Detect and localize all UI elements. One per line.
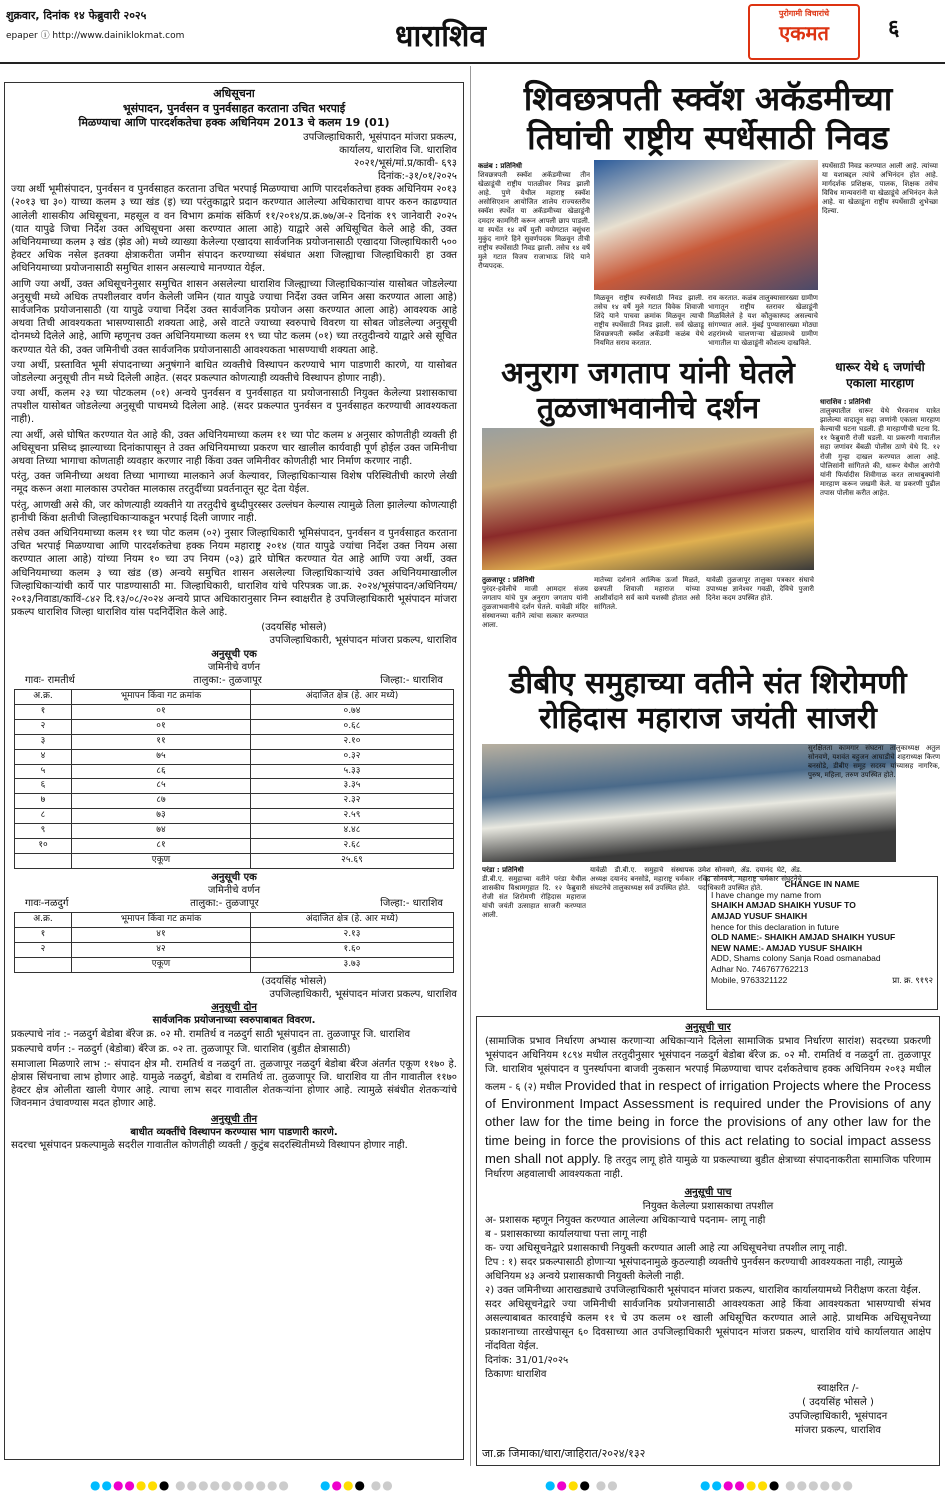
schedule-subheading: बाधीत व्यक्तींचे विस्थापन करण्यास भाग पाडणारी कारणे. <box>130 1126 338 1138</box>
ad-line: I have change my name from <box>711 889 822 900</box>
displacement-note: सदरचा भूसंपादन प्रकल्पामुळे सदरील गावातील कोणतीही व्यक्ती / कुटुंब सदरस्थितीमध्ये विस्थापन होणार नाही. <box>11 1140 408 1152</box>
ad-line: Mobile, 9763321122 <box>711 974 788 985</box>
schedule-heading: अनुसूची एक <box>211 648 257 660</box>
schedule-heading: अनुसूची तीन <box>210 1113 258 1125</box>
project-benefit: समाजाला मिळणारे लाभ :- संपादन क्षेत्र मौ. रामतिर्थ व नळदुर्ग ता. तुळजापूर नळदुर्ग बेडोबा बॅरेज अंतर्गत एकूण ११७० हे. क्षेत्रास सिंचनाचा लाभ होणार आहे. यामुळे नळदुर्ग, बेडोबा व रामतिर्थ ता. तुळजापूर जि. धाराशिव या तीन गावातील ११७० हेक्टर क्षेत्र ओलीता खाली येणार आहे. त्याचा लाभ सदर गावातील शेतकऱ्यांना होणार आहे. त्यामुळे संबंधीत शेतकऱ्यांचे जिवनमान उंचावण्यास मदत होणार आहे. <box>11 1058 457 1110</box>
office-line: उपजिल्हाधिकारी, भूसंपादन मांजरा प्रकल्प, <box>303 131 457 143</box>
table-cell: ७ <box>15 794 72 809</box>
edition-name: धाराशिव <box>395 19 487 54</box>
taluka: तालुका:- तुळजापूर <box>190 898 259 910</box>
release-number: जा.क्र जिमाका/धारा/जाहिरात/२०२४/१३२ <box>482 1447 646 1460</box>
total-value: २५.६९ <box>250 853 453 868</box>
schedule-four-five-notice <box>476 1016 940 1466</box>
paragraph: आणि ज्या अर्थी, उक्त अधिसूचनेनुसार समुचित शासन असलेल्या धाराशिव जिल्ह्याच्या जिल्हाधिकाऱ्यांस यासोबत जोडलेल्या अनुसूची मध्ये अधिक तपशीलवार वर्णन केलेली जमिन (यात यापुढे ज्याचा निर्देश उक्त जमिन असा करण्यात आला आहे) सार्वजनिक प्रयोजनासाठी (या यापुढे ज्याचा निर्देश उक्त सार्वजनिक प्रयोजन असा करण्यात आला आहे) आवश्यक आहे अथवा तिची आवश्यकता भासण्यासाठी शक्यता आहे, असे वाटते ज्याच्या स्वरुपाचे विवरण या सोबत जोडलेल्या अनुसूची दोनमध्ये दिलेले आहे, आणि म्हणूनच उक्त अधिनियमाच्या कलम १९ च्या पोट कलम (०१) च्या तरतुदीन्वये याद्वारे असे सूचित करण्यात येते की, उक्त जमिनीची उक्त सार्वजनिक प्रयोजनासाठी आवश्यकता भासण्याची शक्यता आहे. <box>11 278 457 356</box>
village-row <box>11 897 457 910</box>
table-cell: १ <box>15 705 72 720</box>
total-value: ३.७३ <box>250 957 453 972</box>
paragraph: ज्या अर्थी, प्रस्तावित भूमी संपादनाच्या अनुषंगाने बाधित व्यक्तीचे विस्थापन करण्याचे भाग पाडणारी कारणे, या यासोबत जोडलेल्या अनुसूची तीन मध्ये दिलेली आहेत. (सदर प्रकल्पात कोणत्याही व्यक्तीचे विस्थापन होणार नाही). <box>11 359 457 384</box>
village: गावः-नळदुर्ग <box>25 898 69 910</box>
note: २) उक्त जमिनीच्या आराखड्याचे उपजिल्हाधिकारी भूसंपादन मांजरा प्रकल्प, धाराशिव कार्यालयामध्ये निरीक्षण करता येईल. <box>485 1284 922 1296</box>
headline-tuljabhavani[interactable]: अनुराग जगताप यांनी घेतले तुळजाभवानीचे दर्शन <box>501 356 795 427</box>
ad-line: AMJAD YUSUF SHAIKH <box>711 910 808 921</box>
table-cell: ४१ <box>72 928 251 943</box>
signatory-office: मांजरा प्रकल्प, धाराशिव <box>795 1424 881 1436</box>
col-header: अ.क्र. <box>15 913 72 928</box>
issue-date: शुक्रवार, दिनांक १४ फेब्रुवारी २०२५ <box>6 9 147 22</box>
table-cell: ०.६८ <box>250 719 453 734</box>
table-cell: २ <box>15 943 72 958</box>
table-row <box>15 809 454 824</box>
notice-date: दिनांक: 31/01/२०२५ <box>485 1354 569 1366</box>
notice-subtitle: भूसंपादन, पुनर्वसन व पुनर्वसाहत करताना उचित भरपाई <box>122 101 346 115</box>
print-registration-marks: ●●●●●●● ●●●●●●●●●● <box>90 1478 290 1492</box>
change-in-name-ad <box>706 876 938 1010</box>
logo-name: एकमत <box>779 21 829 45</box>
table-cell: ११ <box>72 734 251 749</box>
col-header: अंदाजित क्षेत्र (हे. आर मध्ये) <box>250 913 453 928</box>
table-cell: ८७ <box>72 794 251 809</box>
land-acquisition-notice <box>4 82 464 1460</box>
table-cell: २.५९ <box>250 809 453 824</box>
story-rohidas-col2: यावेळी डी.बी.ए. समुहाचे संस्थापक अध्यक्ष दयानंद बनसोडे, महाराष्ट्र चर्मकार संघटनेचे तालुकाध्यक्ष सर्व उपस्थित होते. <box>590 866 694 893</box>
table-cell: १० <box>15 838 72 853</box>
table-cell: २ <box>15 719 72 734</box>
page-number: ६ <box>888 16 900 41</box>
newspaper-logo <box>748 4 860 60</box>
notice-place: ठिकाणः धाराशिव <box>485 1368 547 1380</box>
headline-dharur[interactable]: धारूर येथे ६ जणांची एकाला मारहाण <box>835 360 925 390</box>
print-registration-marks: ●●●● ●● <box>320 1478 394 1492</box>
story-temple-col2: मातेच्या दर्शनाने आत्मिक ऊर्जा मिळते, छत्रपती शिवाजी महाराज यांच्या आशीर्वादाने सर्व कामे यशस्वी होतात असे सांगितले. <box>594 576 700 612</box>
story-text: डी.बी.ए. समुहाच्या वतीने परंडा येथील शासकीय विश्रामगृहात दि. १२ फेब्रुवारी रोजी संत शिरोमणी रोहिदास महाराज यांची जयंती उत्साहात साजरी करण्यात आली. <box>482 875 586 920</box>
ad-line: OLD NAME:- SHAIKH AMJAD SHAIKH YUSUF <box>711 932 896 943</box>
story-rohidas-col4: सुरक्षितता कामगार संघटना तालुकाध्यक्ष अतुल सोनवणे, यशवंत बहुजन आघाडीचे शहराध्यक्ष किरण बनसोडे, डीबीए समूह सदस्य यांच्यासह नागरिक, पुरुष, महिला, तरुण उपस्थित होते. <box>808 744 940 780</box>
story-squash-col4: स्पर्धेसाठी निवड करण्यात आली आहे. त्यांच्या या यशाबद्दल त्यांचे अभिनंदन होत आहे. मार्गदर्शक प्रशिक्षक, पालक, शिक्षक तसेच विविध मान्यवरांनी या खेळाडूंचे अभिनंदन केले आहे. या खेळाडूंना राष्ट्रीय स्पर्धेसाठी शुभेच्छा दिल्या. <box>822 162 938 216</box>
table-row <box>15 943 454 958</box>
paragraph: परंतु, आणखी असे की, जर कोणत्याही व्यक्तीने या तरतुदीचे बुध्दीपुरस्सर उल्लंघन केल्यास त्यामुळे तिला झालेल्या कोणत्याही हानीची किंवा क्षतीची जिल्हाधिकाऱ्याकडून भरपाई दिली जाणार नाही. <box>11 499 457 524</box>
col-header: भूमापन किंवा गट क्रमांक <box>72 913 251 928</box>
signatory-title: उपजिल्हाधिकारी, भूसंपादन मांजरा प्रकल्प, धाराशिव <box>269 988 457 1000</box>
squash-players-photo <box>594 160 818 290</box>
paragraph: ज्या अर्थी भूमीसंपादन, पुनर्वसन व पुनर्वसाहत करताना उचित भरपाई मिळण्याचा आणि पारदर्शकतेचा हक्क अधिनियम २०१३ (२०१३ चा ३०) याच्या कलम ३ च्या खंड (इ) च्या परंतुकाद्वारे प्रदान करण्यात आलेल्या अधिकाराचा वापर करुन काढण्यात आलेली शासकीय अधिसूचना, महसूल व वन विभाग क्रमांक संकिर्ण ११/२०१४/प्र.क्र.७७/अ-२ दिनांक १९ जानेवारी २०२५ (यात यापुढे जिचा निर्देश उक्त अधिसूचना असा करण्यात आला आहे) याद्वारे असे अधिसूचित केले आहे की, उक्त अधिनियमाच्या कलम ३ खंड (झेड ओ) मध्ये व्याख्या केलेल्या एखादया सार्वजनिक प्रयोजनासाठी एखादया जिल्हाधिकारी ५०० हेक्टर अधिक नसेल इतक्या क्षेत्राकरीता जमीन संपादन करण्याच्या संबंधात अशा जिल्ह्याचा जिल्हाधिकारी हा उक्त अधिनियमाच्या प्रयोजनासाठी समुचित शासन असल्याचे मानण्यात येईल. <box>11 184 457 275</box>
table-row <box>15 764 454 779</box>
print-registration-marks: ●●●●●●● ●●●●●● <box>700 1478 854 1492</box>
signatory-name: ( उदयसिंह भोसले ) <box>802 1396 874 1408</box>
story-rohidas-col3: उमेश सोनवणे, ॲड. दयानंद घेटे, ॲड. रविंद्र सोनवणे, महाराष्ट्र चर्मकार संघटनेचे पदाधिकारी उपस्थित होते. <box>698 866 802 893</box>
dateline: धाराशिव : प्रतिनिधी <box>820 398 871 406</box>
land-table-1 <box>14 689 454 869</box>
story-text: पुरंदर-हवेलीचे माजी आमदार संजय जगताप यांचे पुत्र अनुराग जगताप यांनी तुळजाभवानीचे दर्शन घेतले. यावेळी मंदिर संस्थानच्या वतीने त्यांचा सत्कार करण्यात आला. <box>482 585 588 630</box>
table-cell: ०.७४ <box>250 705 453 720</box>
table-cell: ०१ <box>72 705 251 720</box>
story-rohidas-col1 <box>482 866 586 938</box>
ad-line: SHAIKH AMJAD SHAIKH YUSUF TO <box>711 900 856 911</box>
paragraph: परंतु, उक्त जमिनीच्या अथवा तिच्या भागाच्या मालकाने अर्ज केल्यावर, जिल्हाधिकाऱ्यास विशेष परिस्थितीची कारणे लेखी नमूद करून अशा मालकास उपरोक्त मालकास तरतुदींच्या प्रवर्तनातून सूट देता येईल. <box>11 471 457 496</box>
schedule-subheading: जमिनीचे वर्णन <box>208 884 260 896</box>
taluka: तालुका:- तुळजापूर <box>193 675 262 687</box>
list-item: क- ज्या अधिसूचनेद्वारे प्रशासकाची नियुक्ती करण्यात आली आहे त्या अधिसूचनेचा तपशील लागू नाही. <box>485 1242 848 1254</box>
english-proviso: Provided that in respect of irrigation Projects where the Process of Environment Impact Assessment is required under the Provisions of any other law for the time being in force the provisions of any other law for the time being in force the provisions of this act relating to social impact assess men shall not apply. <box>485 1078 931 1166</box>
note: टिप : १) सदर प्रकल्पासाठी होणाऱ्या भूसंपादनामुळे कुठल्याही व्यक्तीचे पुनर्वसन करण्याची आवश्यकता नाही, त्यामुळे अधिनियम ४३ अन्वये प्रशासकाची नियुक्ती केलेली नाही. <box>485 1256 903 1282</box>
signed: स्वाक्षरित /- <box>817 1382 859 1394</box>
column-divider <box>470 66 471 1466</box>
masthead <box>0 0 945 64</box>
table-cell: २.१० <box>250 734 453 749</box>
signatory-name: (उदयसिंह भोसले) <box>261 622 327 634</box>
paragraph: तसेच उक्त अधिनियमाच्या कलम ११ च्या पोट कलम (०२) नुसार जिल्हाधिकारी भूमिसंपादन, पुनर्वसन व पुनर्वसाहत करताना उचित भरपाई मिळण्याचा आणि पारदर्शकतेचा हक्क नियम महाराष्ट्र २०१४ (यात यापुढे ज्यांचा निर्देश उक्त नियम असा करण्यात आला आहे) यांच्या नियम १० च्या उप नियम (०३) द्वारे घोषित करण्यात येत आहे आणि ज्या अर्थी, उक्त अधिनियमाच्या कलम ३ च्या खंड (छ) अन्वये समुचित शासन असलेल्या जिल्हाधिकाऱ्यांचे उक्त अधिनियमाखालील जिल्हाधिकाऱ्यांची कार्ये पार पाडण्यासाठी मा. जिल्हाधिकारी, धाराशिव यांचे परिपत्रक जा.क्र. २०२४/भूसंपादन/अधिनियम/२०१३/निवाडा/काविं-८४२ दि.१३/०८/२०२४ अन्वये प्राप्त अधिकारानुसार निम्न स्वाक्षरीत हे उपजिल्हाधिकारी भूसंपादन मांजरा प्रकल्प धाराशिव जिल्हा धाराशिव यांस पदनिर्देशित केले आहे. <box>11 527 457 619</box>
table-cell: ५.३३ <box>250 764 453 779</box>
signatory-title: उपजिल्हाधिकारी, भूसंपादन मांजरा प्रकल्प, धाराशिव <box>269 635 457 647</box>
table-cell: ८ <box>15 809 72 824</box>
dateline: कळंब : प्रतिनिधी <box>478 162 522 170</box>
table-cell: ६ <box>15 779 72 794</box>
table-cell: ३ <box>15 734 72 749</box>
logo-tagline: पुरोगामी विचारांचे <box>778 9 830 18</box>
schedule-subheading: नियुक्त केलेल्या प्रशासकाचा तपशील <box>642 1200 774 1212</box>
col-header: अंदाजित क्षेत्र (हे. आर मध्ये) <box>250 690 453 705</box>
table-cell: ४२ <box>72 943 251 958</box>
headline-rohidas[interactable]: डीबीए समुहाच्या वतीने संत शिरोमणी रोहिदास महाराज जयंती साजरी <box>509 666 907 737</box>
paragraph: हि तरतुद लागू होते यामुळे या प्रकल्पाच्या बुडीत क्षेत्राच्या संपादनाकरीता सामाजिक परिणाम निर्धारण अहवालाची आवश्यकता नाही. <box>485 1154 931 1180</box>
project-name: प्रकल्पाचे नांव :- नळदुर्ग बेडोबा बॅरेज क्र. ०२ मौ. रामतिर्थ व नळदुर्ग साठी भूसंपादन ता. तुळजापूर जि. धाराशिव <box>11 1028 411 1040</box>
story-squash-col1 <box>478 162 590 347</box>
paragraph: (सामाजिक प्रभाव निर्धारण अभ्यास करणाऱ्या अधिकाऱ्याने दिलेला सामाजिक प्रभाव निर्धारण सारांश) सदरच्या प्रकरणी भूसंपादन अधिनियम १८९४ मधील तरतुदीनुसार भूसंपादन नळदुर्ग बेडोबा बॅरेज क्र. ०२ मौ. रामतिर्थ व नळदुर्ग ता. तुळजापूर जि. धाराशिव भूसंपादन व पुनर्स्थापना बाजवी नुकसान भरपाई मिळण्याचा चापर दर्शकतेचाच हक्क अधिनियम २०१३ मधील कलम - ६ (२) मधील <box>485 1036 931 1093</box>
project-description: प्रकल्पाचे वर्णन :- नळदुर्ग (बेडोबा) बॅरेज क्र. ०२ ता. तुळजापूर जि. धाराशिव (बुडीत क्षेत्रासाठी) <box>11 1043 351 1055</box>
table-cell: ८१ <box>72 838 251 853</box>
table-cell: ७५ <box>72 749 251 764</box>
district: जिल्हा:- धाराशिव <box>380 675 443 687</box>
village-row <box>11 674 457 687</box>
ad-ref: प्रा. क्र. ९१९२ <box>892 974 933 985</box>
table-row <box>15 794 454 809</box>
headline-squash[interactable]: शिवछत्रपती स्क्वॅश अकॅडमीच्या तिघांची राष्ट्रीय स्पर्धेसाठी निवड <box>523 79 893 157</box>
temple-visit-photo <box>482 428 814 570</box>
schedule-heading: अनुसूची चार <box>685 1022 731 1033</box>
story-text: तालुक्यातील धारूर येथे भैरवनाथ यात्रेत झालेल्या वादातून सहा जणांनी एकाला मारहाण केल्याची घटना घडली. ही मारहाणीची घटना दि. ११ फेब्रुवारी रोजी घडली. या प्रकरणी गावातील सहा जणांवर बेंबळी पोलीस ठाणे येथे दि. १२ रोजी गुन्हा दाखल करण्यात आला आहे. पोलिसांनी सांगितले की, धारूर येथील आरोपी यांनी फिर्यादीस शिवीगाळ करत लाथाबुक्यांनी मारहाण करून जखमी केले. या प्रकरणी पुढील तपास पोलीस करीत आहेत. <box>820 407 940 497</box>
ad-line: hence for this declaration in future <box>711 921 840 932</box>
district: जिल्हा:- धाराशिव <box>380 898 443 910</box>
total-label: एकूण <box>72 853 251 868</box>
table-cell: १.६० <box>250 943 453 958</box>
print-registration-marks: ●●●● ●● <box>545 1478 619 1492</box>
office-line: कार्यालय, धाराशिव जि. धाराशिव <box>339 144 457 156</box>
table-row <box>15 719 454 734</box>
notice-date: दिनांक:-३१/०१/२०२५ <box>377 171 457 183</box>
schedule-heading: अनुसूची दोन <box>211 1002 257 1014</box>
dateline: परंडा : प्रतिनिधी <box>482 866 524 874</box>
schedule-subheading: जमिनीचे वर्णन <box>208 661 260 673</box>
story-temple-col1 <box>482 576 588 654</box>
signatory-name: (उदयसिंह भोसले) <box>261 975 327 987</box>
table-cell: ४ <box>15 749 72 764</box>
table-cell: ०.३२ <box>250 749 453 764</box>
table-cell: २.१३ <box>250 928 453 943</box>
story-text: शिवछत्रपती स्क्वॅश अकॅडमीच्या तीन खेळाडूंची राष्ट्रीय पातळीवर निवड झाली आहे. पुणे येथील महाराष्ट्र स्क्वॅश असोसिएशन आयोजित शालेय राज्यस्तरीय स्क्वॅश स्पर्धेत या अकॅडमीच्या खेळाडूंनी दमदार कामगिरी करून आपली छाप पाडली. या स्पर्धेत १४ वर्षे मुली वयोगटात वसुंधरा मुकुंद नागरे हिने सुवर्णपदक मिळवून तीची राष्ट्रीय स्पर्धेसाठी निवड झाली. तसेच १४ वर्षे मुले गटात विजय राजाभाऊ शिंदे याने रौप्यपदक. <box>478 171 590 271</box>
table-cell: ८६ <box>72 764 251 779</box>
table-cell: ८५ <box>72 779 251 794</box>
table-cell: ४.४८ <box>250 824 453 839</box>
schedule-subheading: सार्वजनिक प्रयोजनाच्या स्वरुपाबाबत विवरण. <box>152 1015 316 1027</box>
table-row <box>15 749 454 764</box>
ad-line: NEW NAME:- AMJAD YUSUF SHAIKH <box>711 942 863 953</box>
total-label: एकूण <box>72 957 251 972</box>
schedule-heading: अनुसूची पाच <box>684 1186 732 1198</box>
table-cell: ५ <box>15 764 72 779</box>
story-squash-col3: राव करतात. कळंब तालुक्यासारख्या ग्रामीण भागातून राष्ट्रीय स्तरावर खेळाडूंनी मिळविलेले हे यश कौतुकास्पद असल्याचे सांगण्यात आले. मुंबई पुण्यासारख्या मोठ्या शहरांमध्ये चालणाऱ्या खेळामध्ये ग्रामीण भागातील या खेळाडूंनी कौशल्य दाखविले. <box>708 294 818 348</box>
table-cell: २.३२ <box>250 794 453 809</box>
story-temple-col3: यावेळी तुळजापूर तालुका पत्रकार संघाचे उपाध्यक्ष ज्ञानेश्वर गवळी, देविचे पुजारी दिनेश कदम उपस्थित होते. <box>706 576 814 603</box>
table-row <box>15 779 454 794</box>
notice-title: अधिसूचना <box>213 87 255 100</box>
paragraph: ज्या अर्थी, कलम २३ च्या पोटकलम (०१) अन्वये पुनर्वसन व पुनर्वसाहत या प्रयोजनासाठी नियुक्त केलेल्या प्रशासकाचा तपशील यासोबत जोडलेल्या अनुसूची पाचमध्ये दिलेला आहे. (सदर प्रकल्पात पुनर्वसन व पुनर्वसाहत करण्याची आवश्यकता नाही). <box>11 388 457 426</box>
schedule-heading: अनुसूची एक <box>211 871 257 883</box>
table-cell: ७४ <box>72 824 251 839</box>
list-item: अ- प्रशासक म्हणून नियुक्त करण्यात आलेल्या अधिकाऱ्याचे पदनाम- लागू नाही <box>485 1214 766 1226</box>
table-row <box>15 928 454 943</box>
note: सदर अधिसूचनेद्वारे ज्या जमिनीची सार्वजनिक प्रयोजनासाठी आवश्यकता आहे किंवा आवश्यकता भासण्याची संभव असल्याबाबत कारवाईचे कलम ११ चे उप कलम ०१ खाली अधिसूचित करण्यात आले आहे. प्राथमिक अधिसूचनेच्या प्रकाशनाच्या तारखेपासून ६० दिवसाच्या आत उपजिल्हाधिकारी भूसंपादन मांजरा प्रकल्प, धाराशिव यांचे कार्यालयात आक्षेप नोंदविता येईल. <box>485 1298 931 1352</box>
paragraph: त्या अर्थी, असे घोषित करण्यात येत आहे की, उक्त अधिनियमाच्या कलम ११ च्या पोट कलम ४ अनुसार कोणतीही व्यक्ती ही अधिसूचना प्रसिध्द झाल्याच्या दिनांकापासून ते उक्त अधिनियमाच्या प्रकरण चार खालील कार्यवाही पूर्ण होईल उक्त जमिनीचा अथवा तिच्या भागाचा कोणताही व्यवहार करणार नाही किंवा उक्त जमिनीवर कोणतीही भार निर्माण करणार नाही. <box>11 429 457 468</box>
table-cell: ७३ <box>72 809 251 824</box>
notice-subtitle-2: मिळण्याचा आणि पारदर्शकतेचा हक्क अधिनियम 2013 चे कलम 19 (01) <box>78 116 390 130</box>
col-header: अ.क्र. <box>15 690 72 705</box>
village: गावः- रामतीर्थ <box>25 675 75 687</box>
story-dharur <box>820 398 940 654</box>
table-row <box>15 824 454 839</box>
table-row <box>15 705 454 720</box>
table-cell: १ <box>15 928 72 943</box>
table-row <box>15 734 454 749</box>
signatory-title: उपजिल्हाधिकारी, भूसंपादन <box>788 1410 888 1422</box>
table-cell: ०१ <box>72 719 251 734</box>
dateline: तुळजापूर : प्रतिनिधी <box>482 576 535 584</box>
epaper-link[interactable]: epaper ⓘ http://www.dainiklokmat.com <box>6 31 185 41</box>
ad-title: CHANGE IN NAME <box>784 879 860 889</box>
table-cell: ९ <box>15 824 72 839</box>
ad-line: ADD, Shams colony Sanja Road osmanabad <box>711 953 881 964</box>
table-row <box>15 838 454 853</box>
table-cell: ३.३५ <box>250 779 453 794</box>
land-table-2 <box>14 912 454 973</box>
ref-number: २०२१/भूसं/मां.प्र/कावी- ६९३ <box>354 157 457 169</box>
list-item: ब - प्रशासकाच्या कार्यालयाचा पत्ता लागू नाही <box>485 1228 647 1240</box>
ad-line: Adhar No. 746767762213 <box>711 964 809 974</box>
col-header: भूमापन किंवा गट क्रमांक <box>72 690 251 705</box>
story-squash-col2: मिळवून राष्ट्रीय स्पर्धेसाठी निवड झाली. तसेच १४ वर्षे मुले गटात विवेक शिवाजी शिंदे याने पाचवा क्रमांक मिळवून त्याची राष्ट्रीय स्पर्धेसाठी निवड झाली. सर्व खेळाडू शिवछत्रपती स्क्वॅश अकॅडमी कळंब येथे नियमित सराव करतात. <box>594 294 704 348</box>
table-cell: २.६८ <box>250 838 453 853</box>
